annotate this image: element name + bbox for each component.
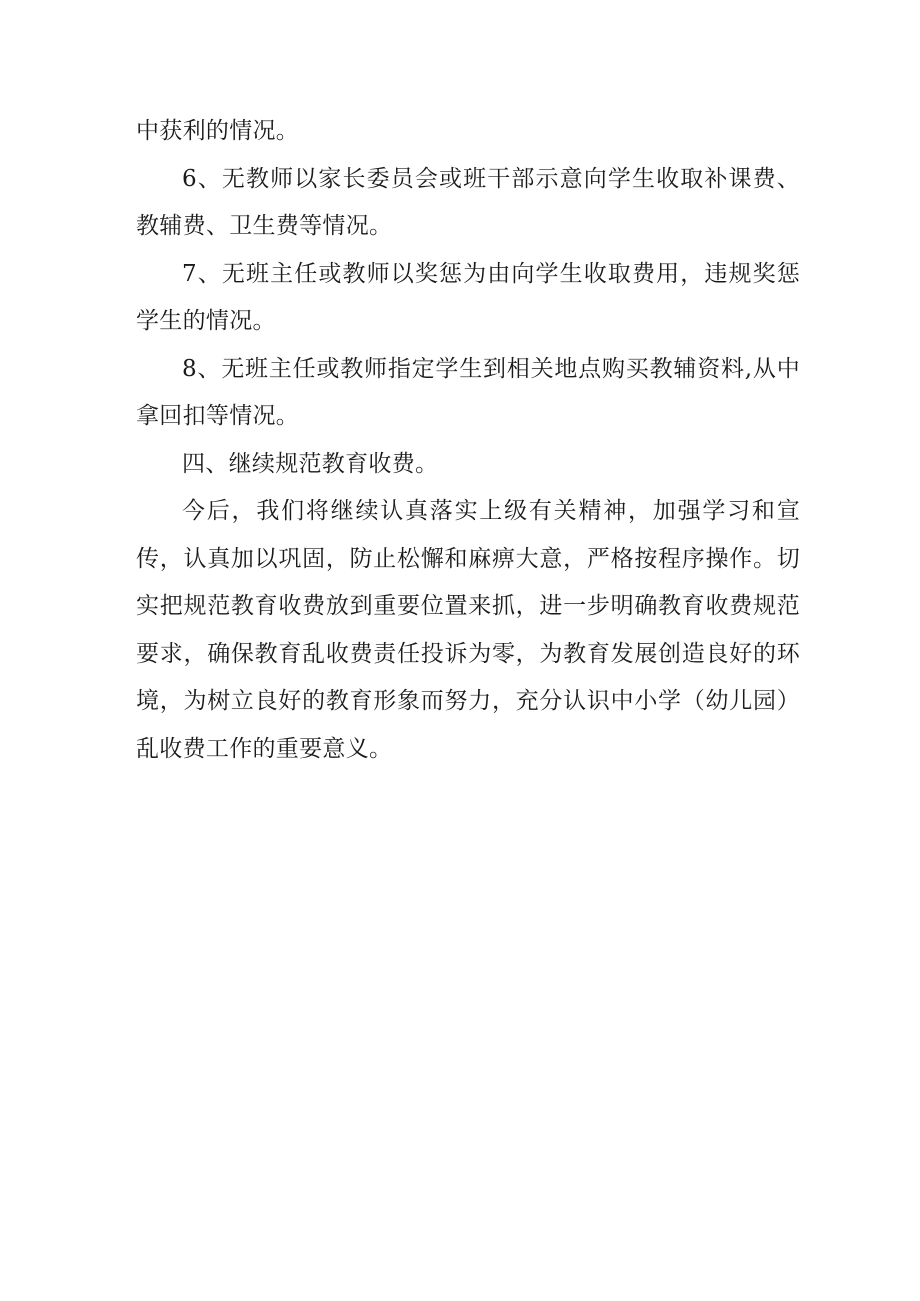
paragraph-continuation: 中获利的情况。 <box>136 118 300 144</box>
section-heading-4: 四、继续规范教育收费。 <box>182 450 439 477</box>
paragraph-item-6: 6、无教师以家长委员会或班干部示意向学生收取补课费、教辅费、卫生费等情况。 <box>136 165 800 239</box>
paragraph-item-7: 7、无班主任或教师以奖惩为由向学生收取费用，违规奖惩学生的情况。 <box>136 260 800 334</box>
paragraph-conclusion: 今后，我们将继续认真落实上级有关精神，加强学习和宣传，认真加以巩固，防止松懈和麻痹大意，严格按程序操作。切实把规范教育收费放到重要位置来抓，进一步明确教育收费规范要求，确保教育乱收费责任投诉为零，为教育发展创造良好的环境，为树立良好的教育形象而努力，充分认识中小学（幼儿园）乱收费工作的重要意义。 <box>136 498 800 762</box>
document-body <box>136 108 800 773</box>
paragraph-item-8: 8、无班主任或教师指定学生到相关地点购买教辅资料,从中拿回扣等情况。 <box>136 355 800 429</box>
